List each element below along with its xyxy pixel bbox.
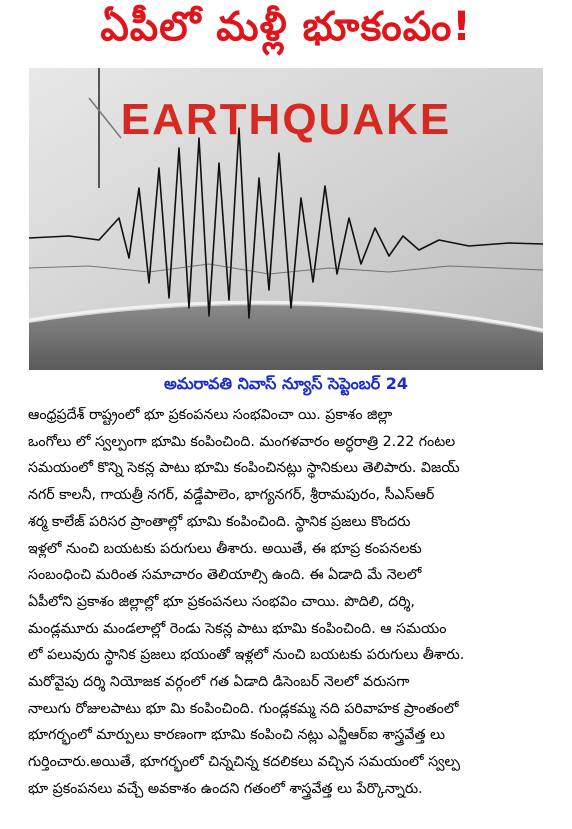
article-line: ఒంగోలు లో స్వల్పంగా భూమి కంపించింది. మంగళవారం అర్ధరాత్రి 2.22 గంటల [28, 433, 456, 450]
article-line: శర్మ కాలేజ్ పరిసర ప్రాంతాల్లో భూమి కంపించింది. స్థానిక ప్రజలు కొందరు [28, 513, 411, 530]
headline: ఏపీలో మళ్లీ భూకంపం! [100, 4, 472, 50]
earthquake-banner-text: EARTHQUAKE [120, 95, 452, 144]
article-line: గుర్తించారు.అయితే, భూగర్భంలో చిన్నచిన్న కదలికలు వచ్చిన సమయంలో స్వల్ప [28, 754, 460, 771]
article-line: ఏపీలోని ప్రకాశం జిల్లాల్లో భూ ప్రకంపనలు సంభవిం చాయి. పొదిలి, దర్శి, [28, 593, 415, 610]
article-line: ఇళ్లలో నుంచి బయటకు పరుగులు తీశారు. అయితే, ఈ భూప్ర కంపనలకు [28, 540, 422, 557]
article-line: లో పలువురు స్థానిక ప్రజలు భయంతో ఇళ్లలో నుంచి బయటకు పరుగులు తీశారు. [28, 647, 465, 664]
seismograph-image [29, 68, 543, 370]
article-line: భూగర్భంలో మార్పులు కారణంగా భూమి కంపించి నట్లు ఎన్జీఆర్ఐ శాస్త్రవేత్త లు [28, 727, 446, 744]
article-line: సంబంధించి మరింత సమాచారం తెలియాల్సి ఉంది. ఈ ఏడాది మే నెలలో [28, 567, 422, 584]
dateline: అమరావతి నివాస్ న్యూస్ సెప్టెంబర్ 24 [163, 374, 409, 393]
article-body [28, 402, 544, 803]
article-line: నగర్ కాలనీ, గాయత్రీ నగర్, వడ్డేపాలెం, భాగ్యనగర్, శ్రీరామపురం, సీఎస్ఆర్ [28, 487, 435, 504]
article-line: సమయంలో కొన్ని సెకన్ల పాటు భూమి కంపించినట్లు స్థానికులు తెలిపారు. విజయ్ [28, 460, 460, 477]
article-line: మండ్లమూరు మండలాల్లో రెండు సెకన్ల పాటు భూమి కంపించింది. ఆ సమయం [28, 620, 447, 637]
article-line: ఆంధ్రప్రదేశ్ రాష్ట్రంలో భూ ప్రకంపనలు సంభవించా యి. ప్రకాశం జిల్లా [28, 407, 393, 423]
article-line: మరోవైపు దర్శి నియోజక వర్గంలో గత ఏడాది డిసెంబర్ నెలలో వరుసగా [28, 674, 410, 691]
article-line: నాలుగు రోజులపాటు భూ మి కంపించింది. గుండ్లకమ్మ నది పరివాహక ప్రాంతంలో [28, 700, 459, 717]
article-line: భూ ప్రకంపనలు వచ్చే అవకాశం ఉందని గతంలో శాస్త్రవేత్త లు పేర్కొన్నారు. [28, 780, 423, 797]
earthquake-illustration [29, 68, 543, 370]
